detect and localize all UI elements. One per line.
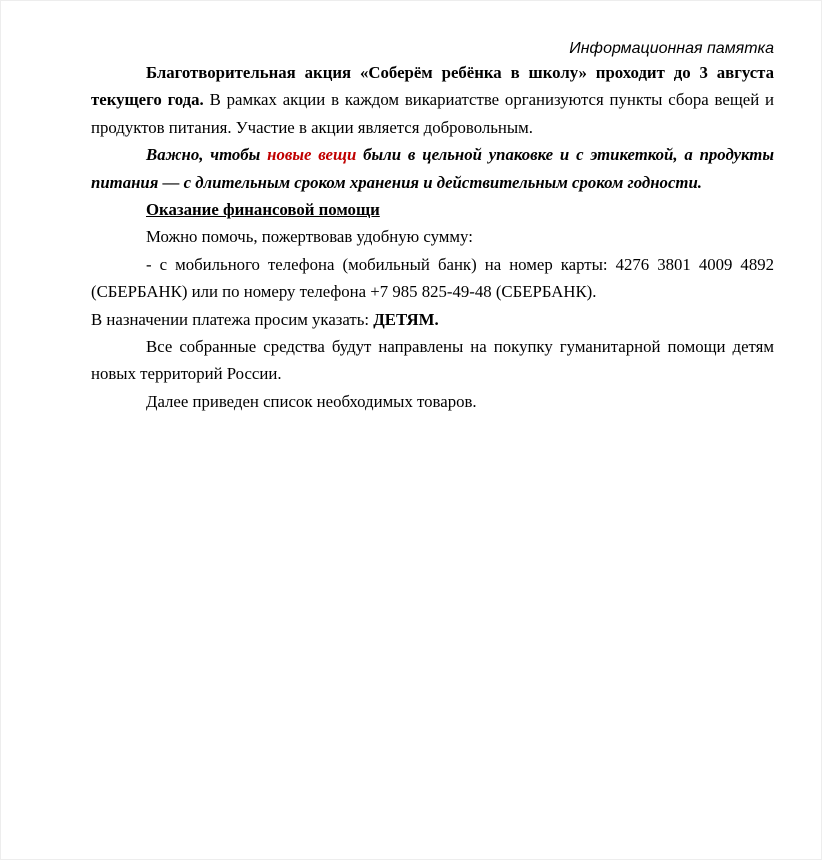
financial-card-line: - с мобильного телефона (мобильный банк) на номер карты: 4276 3801 4009 4892 (СБЕРБАНК) или по номеру телефона +7 985 825-49-48 (СБЕРБАНК).: [91, 254, 774, 302]
document-header-note: Информационная памятка: [569, 40, 774, 57]
intro-rest-text: В рамках акции в каждом викариатстве организуются пункты сбора вещей и продуктов питания. Участие в акции является добровольным.: [91, 90, 774, 137]
funds-usage-line: Все собранные средства будут направлены на покупку гуманитарной помощи детям новых территорий России.: [91, 337, 774, 384]
payment-purpose-value: ДЕТЯМ.: [373, 309, 439, 329]
payment-purpose-prefix: В назначении платежа просим указать:: [91, 309, 374, 329]
important-prefix-text: Важно, чтобы: [146, 145, 268, 165]
payment-purpose-line: [91, 306, 774, 333]
important-paragraph: [91, 141, 774, 196]
intro-paragraph: [91, 59, 774, 141]
financial-heading: [91, 196, 774, 223]
document-content: [1, 1, 821, 415]
financial-intro-line: Можно помочь, пожертвовав удобную сумму:: [146, 227, 473, 247]
important-highlight-text: новые вещи: [267, 145, 357, 165]
financial-heading-text: Оказание финансовой помощи: [146, 200, 380, 220]
footer-note: Далее приведен список необходимых товаров.: [146, 391, 477, 411]
intro-bold-lead: Благотворительная акция «Соберём ребёнка в школу» проходит до 3 августа текущего года.: [91, 63, 774, 110]
important-suffix-text: были в цельной упаковке и с этикеткой, а продукты питания — с длительным сроком хранения и действительным сроком годности.: [91, 145, 774, 192]
